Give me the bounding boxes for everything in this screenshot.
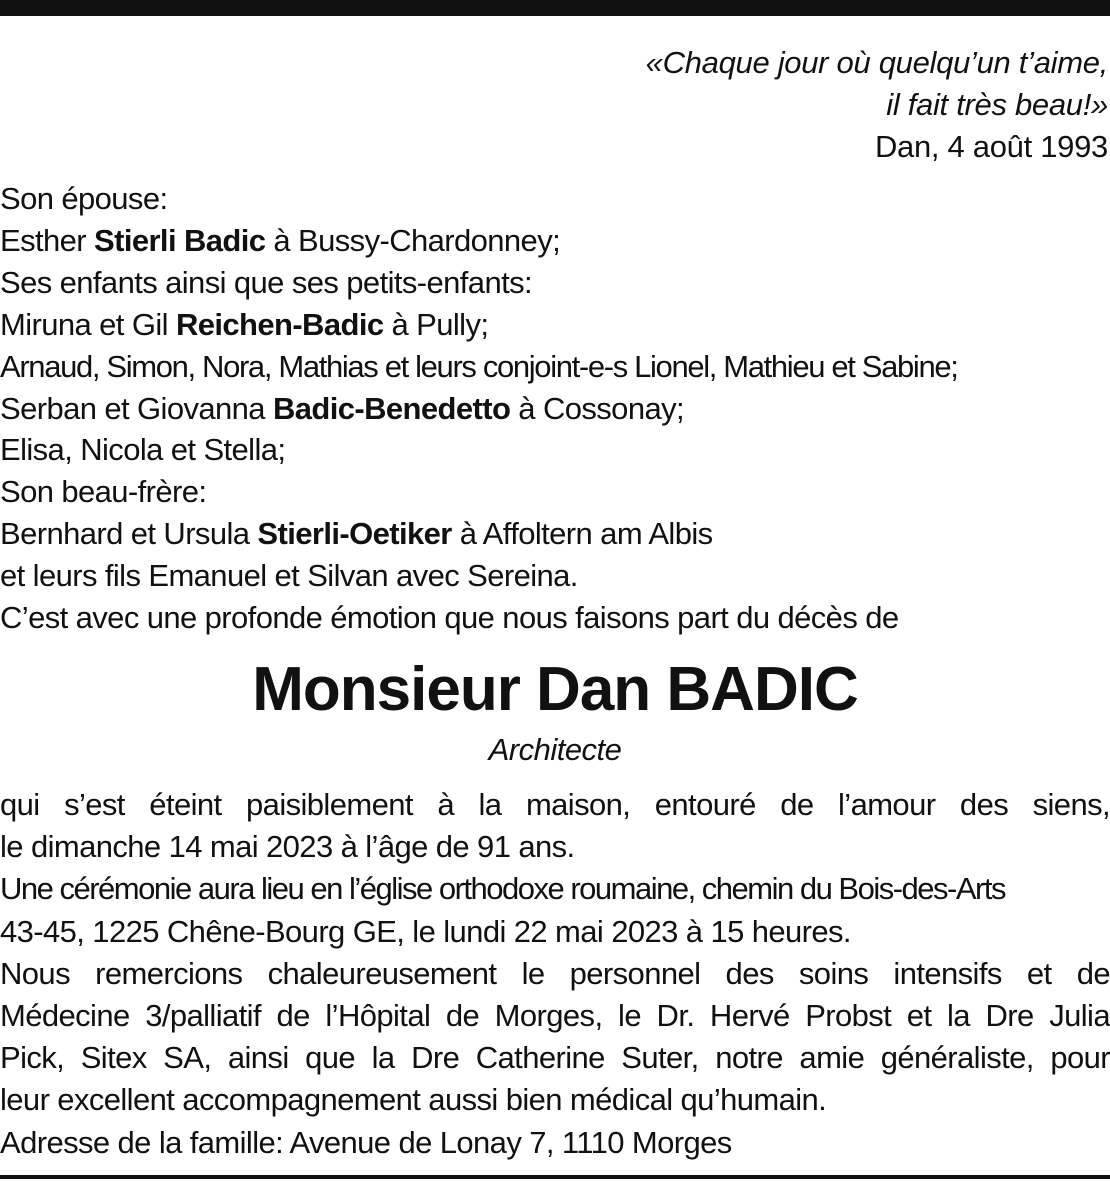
child-1-place: à Pully; [383, 306, 489, 342]
ceremony-paragraph-line-1: Une cérémonie aura lieu en l’église orthodoxe roumaine, chemin du Bois-des-Arts [0, 871, 1005, 907]
epigraph-line-2: il fait très beau!» [886, 87, 1108, 122]
brother-in-law-entry [0, 513, 1110, 555]
brother-in-law-place: à Affoltern am Albis [451, 516, 713, 552]
brother-in-law-heading: Son beau-frère: [0, 474, 207, 510]
spouse-surname: Stierli Badic [94, 222, 266, 258]
death-paragraph-line-2: le dimanche 14 mai 2023 à l’âge de 91 ans. [0, 829, 575, 865]
child-1-first-names: Miruna et Gil [0, 306, 176, 342]
nephews-entry: et leurs fils Emanuel et Silvan avec Sereina. [0, 558, 578, 594]
death-paragraph-line-1: qui s’est éteint paisiblement à la maison, entouré de l’amour des siens, [0, 787, 1110, 822]
thanks-paragraph-line-1: Nous remercions chaleureusement le personnel des soins intensifs et de [0, 955, 1110, 991]
spouse-entry [0, 220, 1110, 262]
spouse-place: à Bussy-Chardonney; [265, 222, 561, 258]
epigraph [646, 42, 1108, 168]
brother-in-law-first-names: Bernhard et Ursula [0, 516, 258, 552]
grandchildren-entry-2: Elisa, Nicola et Stella; [0, 432, 286, 468]
child-2-place: à Cossonay; [510, 390, 685, 426]
deceased-name: Monsieur Dan BADIC [252, 655, 858, 724]
thanks-paragraph-line-3: Pick, Sitex SA, ainsi que la Dre Catherine Suter, notre amie généraliste, pour [0, 1040, 1110, 1076]
family-address: Adresse de la famille: Avenue de Lonay 7, 1110 Morges [0, 1124, 732, 1160]
thanks-paragraph-line-4: leur excellent accompagnement aussi bien médical qu’humain. [0, 1082, 827, 1118]
brother-in-law-surname: Stierli-Oetiker [257, 516, 452, 552]
bottom-border-rule [0, 1175, 1110, 1179]
child-1-surname: Reichen-Badic [175, 306, 384, 342]
family-list [0, 178, 1110, 639]
child-entry-2 [0, 388, 1110, 430]
children-heading: Ses enfants ainsi que ses petits-enfants: [0, 264, 533, 300]
top-border-rule [0, 0, 1110, 16]
announcement-line: C’est avec une profonde émotion que nous faisons part du décès de [0, 600, 899, 636]
epigraph-attribution: Dan, 4 août 1993 [874, 129, 1108, 164]
epigraph-line-1: «Chaque jour où quelqu’un t’aime, [645, 45, 1108, 80]
thanks-paragraph-line-2: Médecine 3/palliatif de l’Hôpital de Morges, le Dr. Hervé Probst et la Dre Julia [0, 998, 1110, 1034]
child-entry-1 [0, 304, 1110, 346]
child-2-first-names: Serban et Giovanna [0, 390, 273, 426]
child-2-surname: Badic-Benedetto [272, 390, 511, 426]
spouse-first-name: Esther [0, 222, 95, 258]
spouse-heading: Son épouse: [0, 181, 168, 216]
deceased-profession: Architecte [488, 732, 622, 767]
ceremony-paragraph-line-2: 43-45, 1225 Chêne-Bourg GE, le lundi 22 mai 2023 à 15 heures. [0, 913, 851, 949]
grandchildren-entry-1: Arnaud, Simon, Nora, Mathias et leurs conjoint-e-s Lionel, Mathieu et Sabine; [0, 348, 958, 384]
notice-body [0, 784, 1110, 1164]
